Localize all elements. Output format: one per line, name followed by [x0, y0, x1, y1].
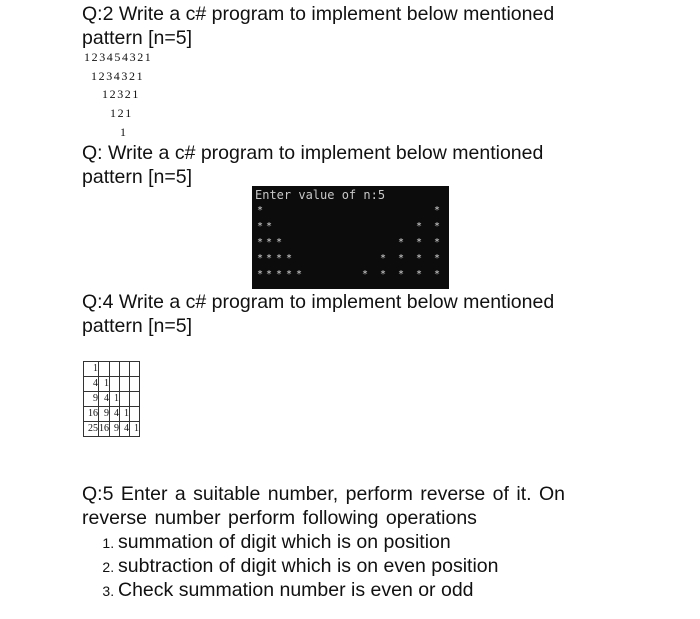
list-item: 2. subtraction of digit which is on even position — [118, 554, 498, 578]
grid-cell: 1 — [120, 407, 130, 422]
question-2-heading — [82, 2, 554, 50]
console-star: * — [434, 221, 441, 232]
list-item: 3. Check summation number is even or odd — [118, 578, 498, 602]
question-2-line-1: Q:2 Write a c# program to implement below mentioned — [82, 3, 555, 25]
console-star: * — [434, 269, 441, 280]
grid-row — [84, 392, 140, 407]
console-output-screenshot — [252, 186, 449, 289]
grid-cell — [99, 362, 110, 377]
console-star: * — [276, 253, 283, 264]
grid-cell: 4 — [99, 392, 110, 407]
pyramid-row: 121 — [110, 106, 133, 120]
console-star: * — [257, 237, 264, 248]
console-star: * — [416, 237, 423, 248]
operations-list — [82, 530, 498, 602]
grid-cell: 1 — [84, 362, 99, 377]
console-star: * — [434, 205, 441, 216]
console-star: * — [286, 253, 293, 264]
question-5-line-2: reverse number perform following operations — [82, 507, 477, 529]
console-star: * — [434, 253, 441, 264]
grid-cell — [130, 392, 140, 407]
pyramid-row: 1234321 — [91, 69, 145, 83]
grid-cell — [110, 377, 120, 392]
console-star: * — [416, 253, 423, 264]
grid-cell — [120, 377, 130, 392]
question-5-heading — [82, 482, 565, 530]
list-item: 1. summation of digit which is on position — [118, 530, 498, 554]
grid-cell: 9 — [99, 407, 110, 422]
console-star: * — [286, 269, 293, 280]
grid-cell: 16 — [99, 422, 110, 437]
grid-cell — [130, 362, 140, 377]
console-star: * — [257, 221, 264, 232]
question-3-line-2: pattern [n=5] — [82, 166, 193, 188]
question-4-line-1: Q:4 Write a c# program to implement below mentioned — [82, 291, 555, 313]
console-star: * — [434, 237, 441, 248]
question-2-line-2: pattern [n=5] — [82, 27, 193, 49]
console-star: * — [398, 269, 405, 280]
grid-cell — [110, 362, 120, 377]
pyramid-row: 123454321 — [84, 50, 153, 64]
number-grid-pattern — [83, 361, 140, 437]
console-star: * — [380, 269, 387, 280]
console-prompt: Enter value of n:5 — [255, 188, 386, 202]
console-star: * — [266, 269, 273, 280]
console-star: * — [266, 221, 273, 232]
console-star: * — [266, 237, 273, 248]
console-star: * — [257, 253, 264, 264]
console-star: * — [398, 237, 405, 248]
grid-cell: 1 — [110, 392, 120, 407]
grid-cell — [130, 377, 140, 392]
grid-cell: 9 — [84, 392, 99, 407]
question-5-line-1: Q:5 Enter a suitable number, perform reverse of it. On — [82, 483, 565, 505]
grid-cell: 1 — [99, 377, 110, 392]
console-star: * — [416, 221, 423, 232]
question-3-line-1: Q: Write a c# program to implement below mentioned — [82, 142, 544, 164]
question-4-line-2: pattern [n=5] — [82, 315, 193, 337]
grid-row — [84, 407, 140, 422]
grid-cell: 4 — [84, 377, 99, 392]
console-star: * — [257, 205, 264, 216]
question-3-heading — [82, 141, 543, 189]
grid-cell: 4 — [120, 422, 130, 437]
grid-cell: 9 — [110, 422, 120, 437]
grid-cell — [130, 407, 140, 422]
pyramid-row: 12321 — [102, 87, 140, 101]
grid-row — [84, 377, 140, 392]
console-star: * — [257, 269, 264, 280]
grid-row — [84, 362, 140, 377]
console-star: * — [296, 269, 303, 280]
grid-row — [84, 422, 140, 437]
pyramid-row: 1 — [120, 125, 128, 139]
question-4-heading — [82, 290, 554, 338]
grid-cell: 4 — [110, 407, 120, 422]
console-star: * — [380, 253, 387, 264]
console-star: * — [266, 253, 273, 264]
grid-cell: 1 — [130, 422, 140, 437]
console-star: * — [276, 237, 283, 248]
console-star: * — [398, 253, 405, 264]
console-star: * — [276, 269, 283, 280]
grid-cell — [120, 362, 130, 377]
console-star: * — [416, 269, 423, 280]
grid-cell — [120, 392, 130, 407]
grid-cell: 16 — [84, 407, 99, 422]
console-star: * — [362, 269, 369, 280]
grid-cell: 25 — [84, 422, 99, 437]
